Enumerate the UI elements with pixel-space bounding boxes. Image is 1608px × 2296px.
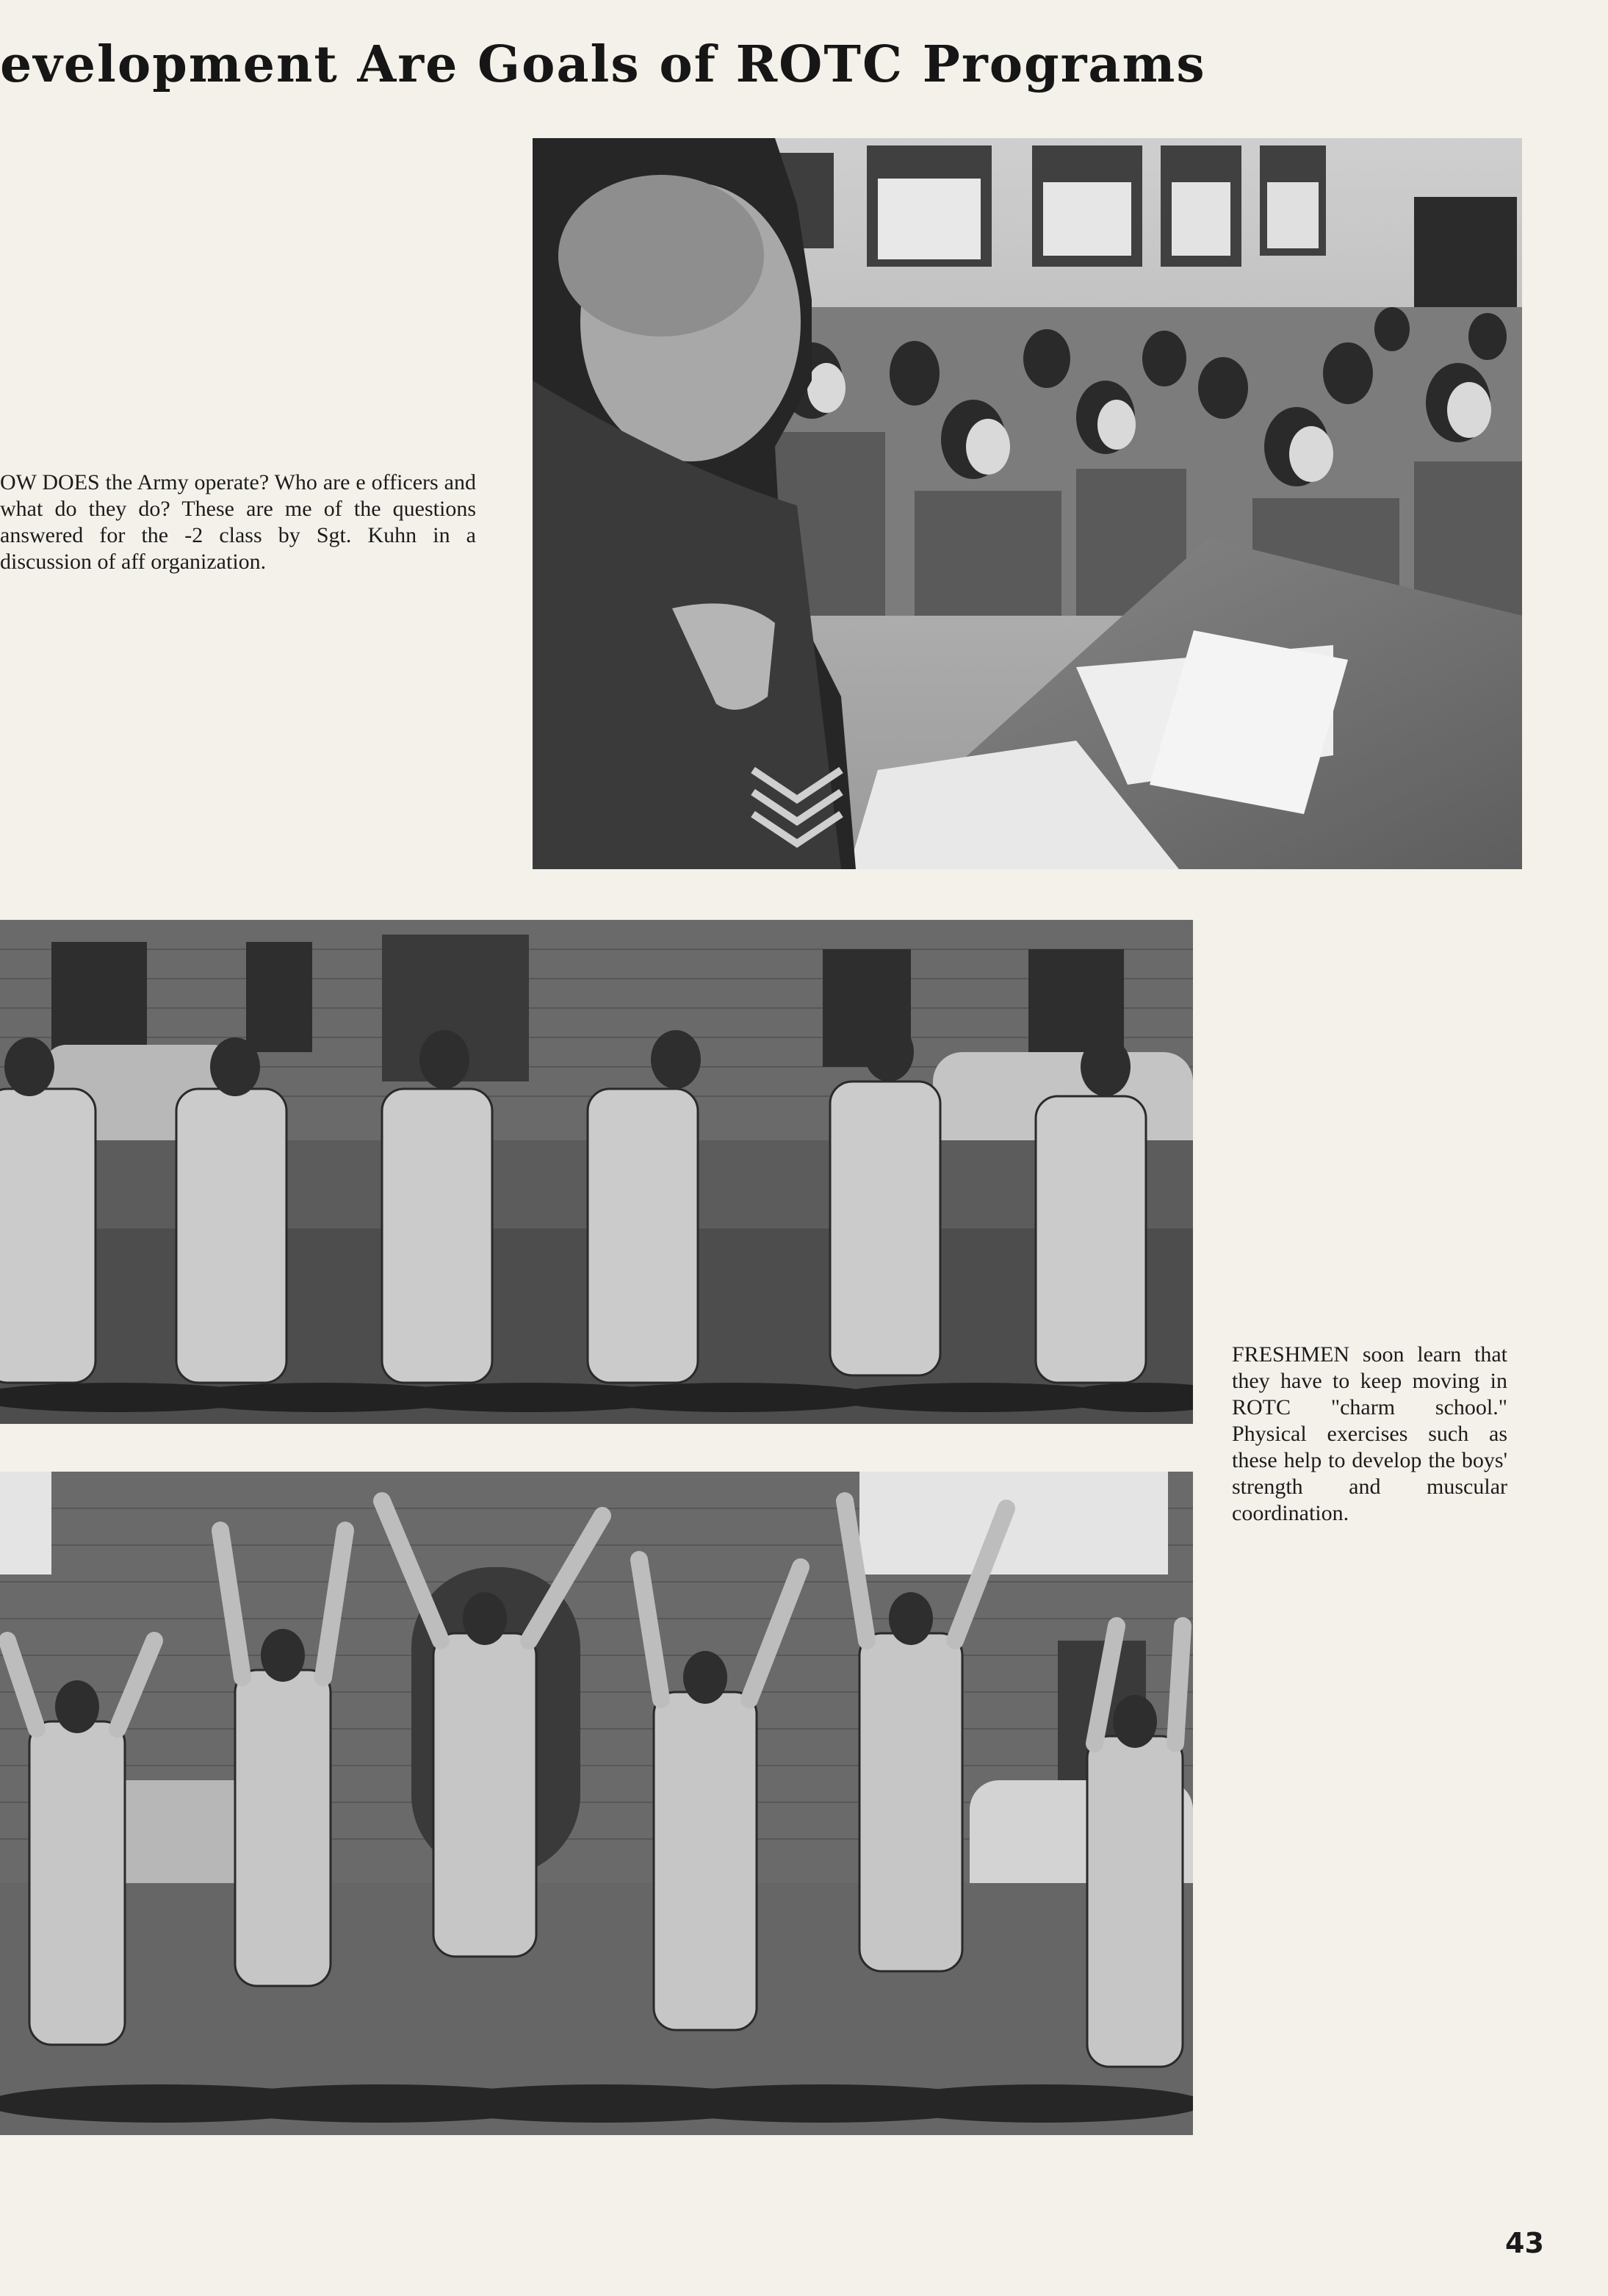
jumping-jacks-photo — [0, 1472, 1193, 2135]
page-headline: evelopment Are Goals of ROTC Programs — [0, 35, 1206, 94]
classroom-caption: OW DOES the Army operate? Who are e officers and what do they do? These are me of the questions answered for the -2 class by Sgt. Kuhn in a discussion of aff organization. — [0, 470, 476, 574]
squat-exercise-photo-image — [0, 920, 1193, 1424]
freshmen-caption: FRESHMEN soon learn that they have to keep moving in ROTC "charm school." Physical exercises such as these help to develop the boys' strength and muscular coordination. — [1232, 1342, 1507, 1525]
page-number: 43 — [1505, 2227, 1544, 2259]
jumping-jacks-photo-image — [0, 1472, 1193, 2135]
squat-exercise-photo — [0, 920, 1193, 1424]
classroom-photo-image — [533, 138, 1522, 869]
classroom-photo — [533, 138, 1522, 869]
